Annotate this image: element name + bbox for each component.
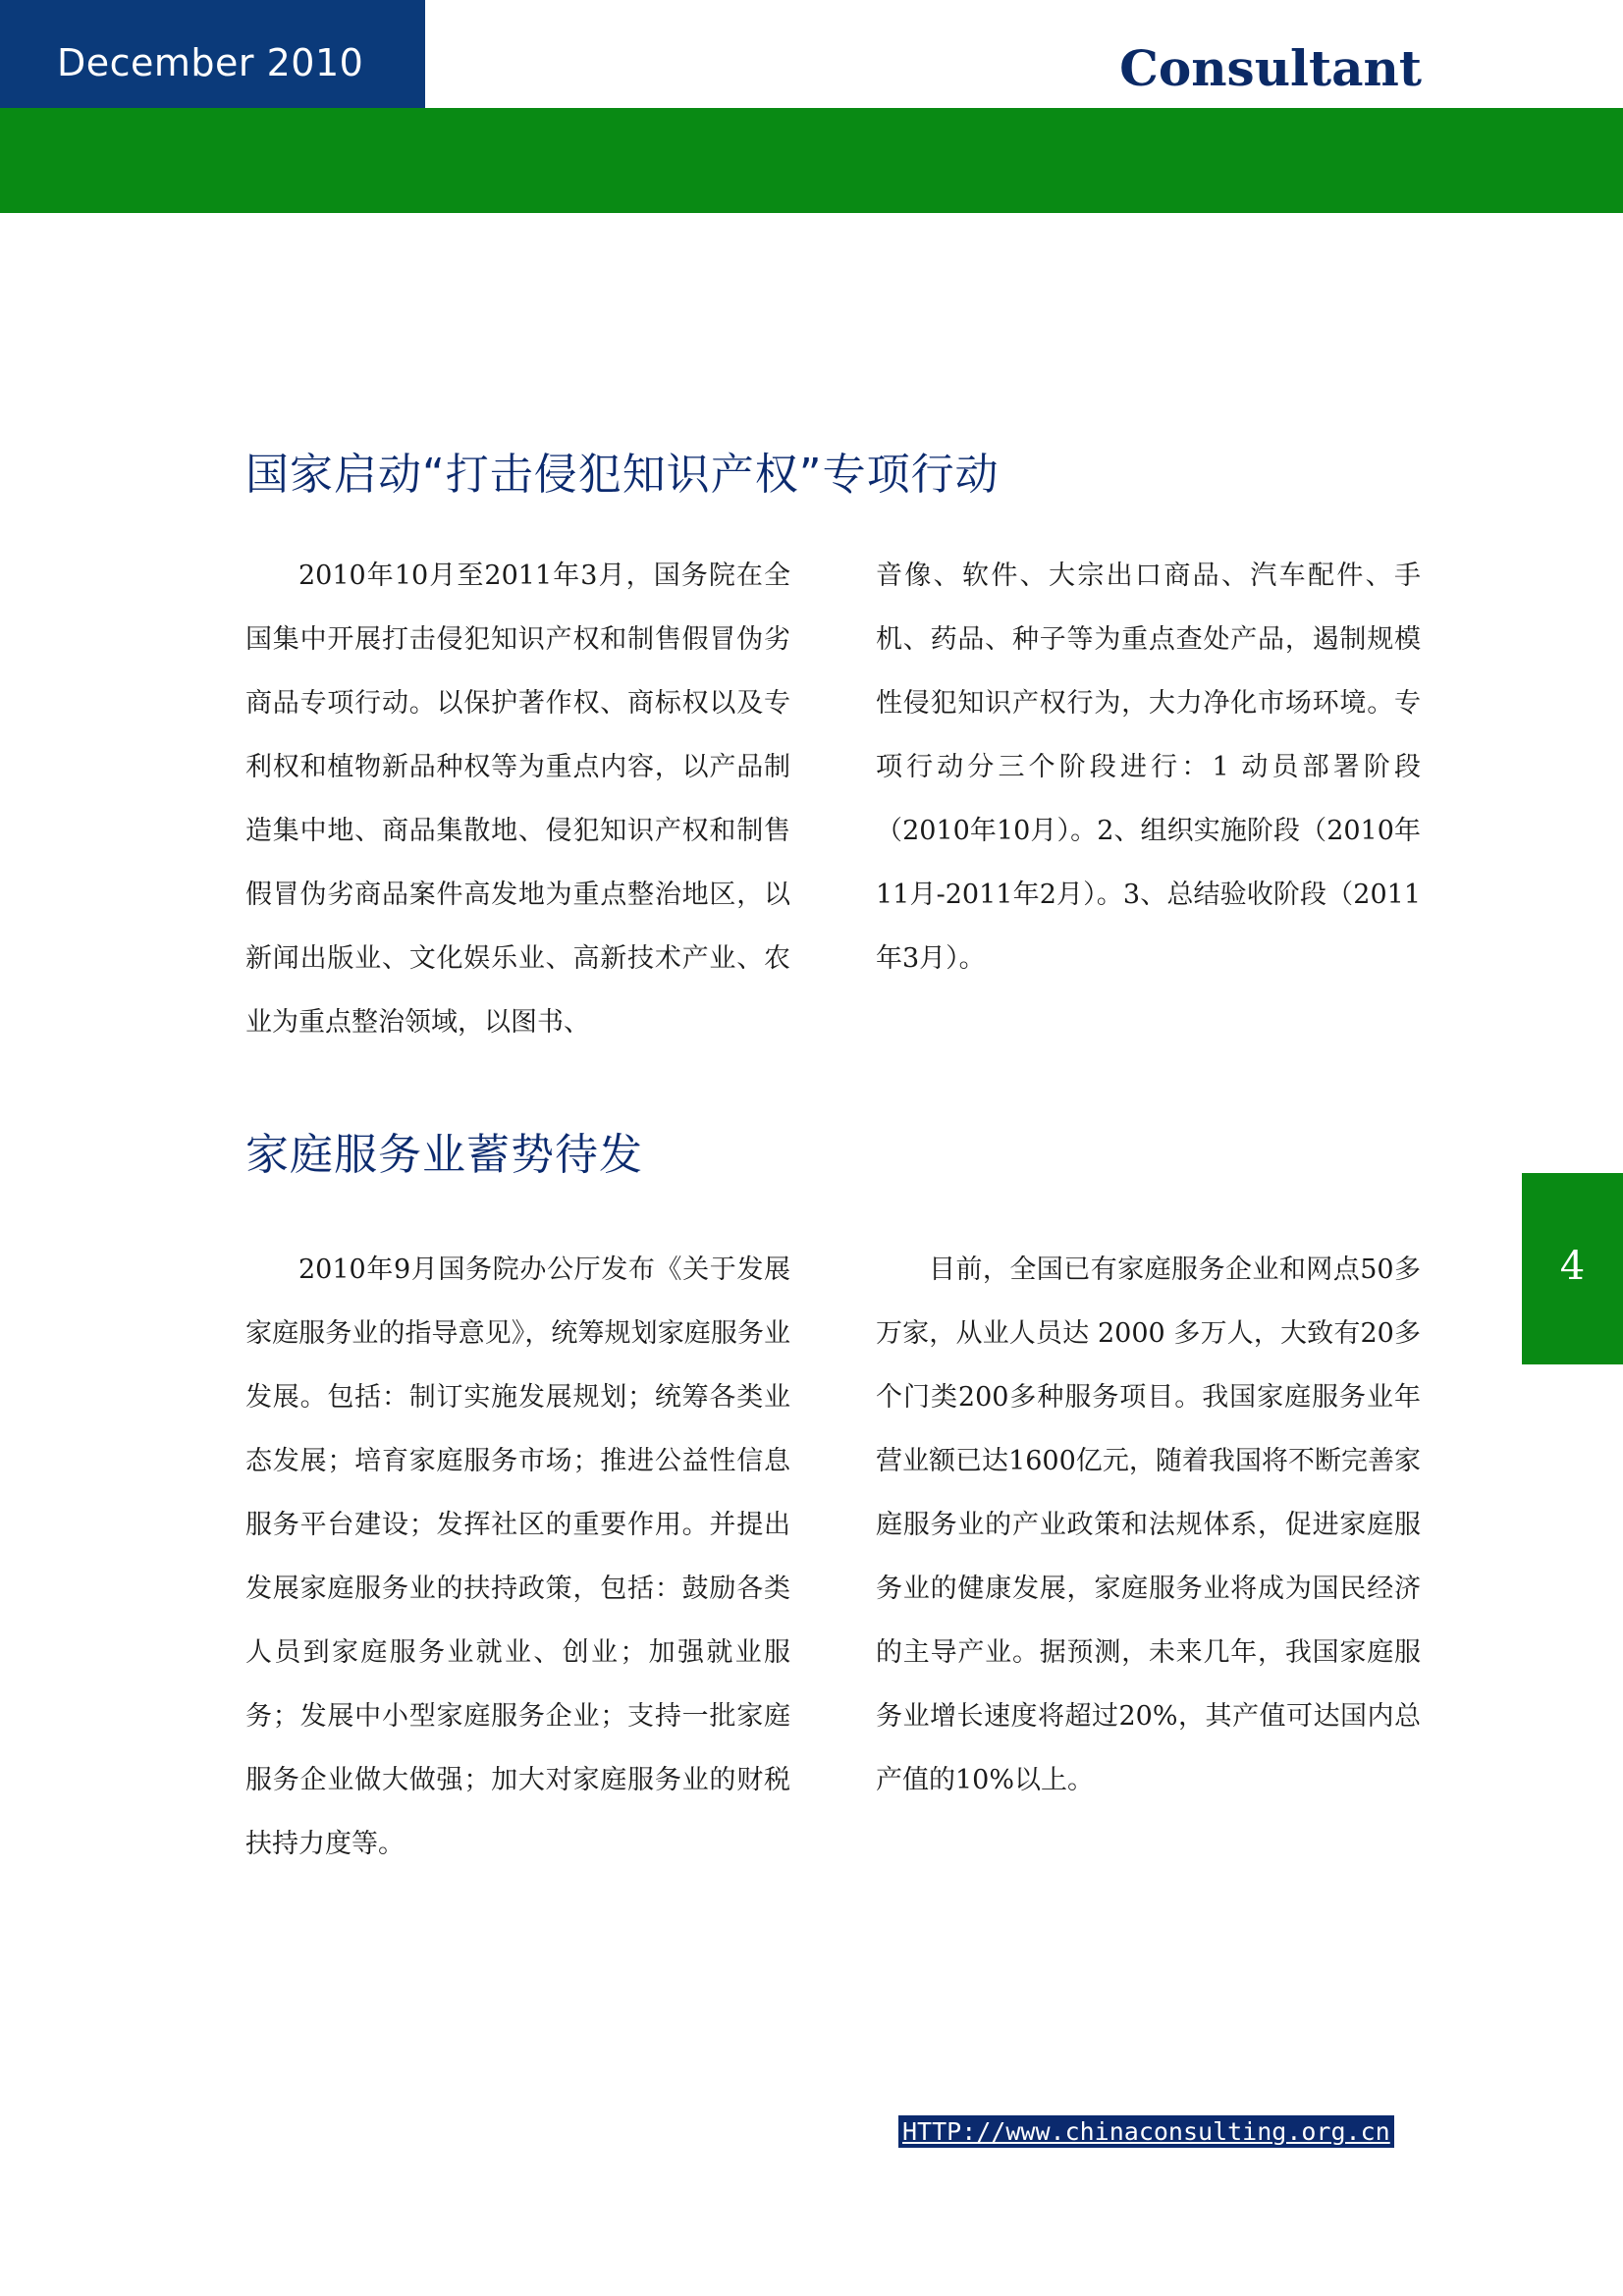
section-home-left-text: 2010年9月国务院办公厅发布《关于发展家庭服务业的指导意见》，统筹规划家庭服务业发展。包括：制订实施发展规划；统筹各类业态发展；培育家庭服务市场；推进公益性信息服务平台建设；发挥社区的重要作用。并提出发展家庭服务业的扶持政策，包括：鼓励各类人员到家庭服务业就业、创业；加强就业服务；发展中小型家庭服务企业；支持一批家庭服务企业做大做强；加大对家庭服务业的财税扶持力度等。 <box>245 1255 790 1859</box>
section-title-ip-campaign: 国家启动“打击侵犯知识产权”专项行动 <box>245 450 1000 500</box>
section-ip-right-text: 音像、软件、大宗出口商品、汽车配件、手机、药品、种子等为重点查处产品，遏制规模性侵犯知识产权行为，大力净化市场环境。专项行动分三个阶段进行：1 动员部署阶段（2010年10月）。2、组织实施阶段（2010年11月-2011年2月）。3、总结验收阶段（2011年3月）。 <box>876 561 1421 974</box>
page-number: 4 <box>1559 1244 1586 1289</box>
publication-brand: Consultant <box>1119 39 1422 97</box>
header-green-band <box>0 108 1623 213</box>
section-title-home-services: 家庭服务业蓄势待发 <box>245 1130 643 1180</box>
section-home-right-column <box>876 1238 1421 1812</box>
section-home-left-column <box>245 1238 790 1876</box>
page-number-tab <box>1522 1173 1623 1364</box>
section-ip-right-column <box>876 544 1421 990</box>
section-home-right-text: 目前，全国已有家庭服务企业和网点50多万家，从业人员达 2000 多万人，大致有20多个门类200多种服务项目。我国家庭服务业年营业额已达1600亿元，随着我国将不断完善家庭服务业的产业政策和法规体系，促进家庭服务业的健康发展，家庭服务业将成为国民经济的主导产业。据预测，未来几年，我国家庭服务业增长速度将超过20%，其产值可达国内总产值的10%以上。 <box>876 1255 1421 1795</box>
footer-url-link[interactable]: HTTP://www.chinaconsulting.org.cn <box>898 2115 1394 2148</box>
section-ip-left-column <box>245 544 790 1054</box>
header-date-block <box>0 0 425 108</box>
section-ip-left-text: 2010年10月至2011年3月，国务院在全国集中开展打击侵犯知识产权和制售假冒伪劣商品专项行动。以保护著作权、商标权以及专利权和植物新品种权等为重点内容，以产品制造集中地、商品集散地、侵犯知识产权和制售假冒伪劣商品案件高发地为重点整治地区，以新闻出版业、文化娱乐业、高新技术产业、农业为重点整治领域，以图书、 <box>245 561 790 1038</box>
issue-date: December 2010 <box>57 41 364 84</box>
